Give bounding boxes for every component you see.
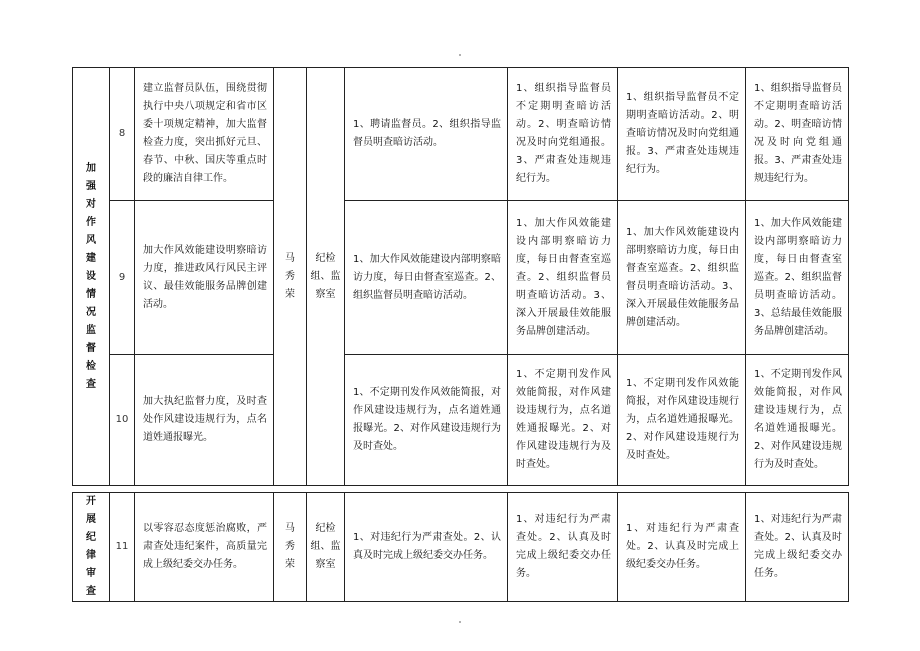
footer-dot	[459, 621, 461, 623]
responsible-dept: 纪检组、监察室	[310, 252, 341, 300]
measure-q1: 1、对违纪行为严肃查处。2、认真及时完成上级纪委交办任务。	[345, 493, 508, 602]
category-label: 加强对作风建设情况监督检查	[86, 162, 96, 390]
task-content: 加大作风效能建设明察暗访力度，推进政风行风民主评议、最佳效能服务品牌创建活动。	[135, 201, 274, 355]
work-plan-table	[72, 67, 849, 602]
section-gap	[73, 486, 849, 493]
measure-q3: 1、加大作风效能建设内部明察暗访力度，每日由督查室巡查。2、组织监督员明查暗访活动。3、深入开展最佳效能服务品牌创建活动。	[618, 201, 746, 355]
task-content: 建立监督员队伍，围绕贯彻执行中央八项规定和省市区委十项规定精神，加大监督检查力度，突出抓好元旦、春节、中秋、国庆等重点时段的廉洁自律工作。	[135, 68, 274, 201]
task-content: 加大执纪监督力度，及时查处作风建设违规行为，点名道姓通报曝光。	[135, 355, 274, 486]
category-cell	[73, 493, 110, 602]
responsible-dept: 纪检组、监察室	[310, 523, 341, 570]
responsible-dept-cell	[307, 493, 345, 602]
measure-q2: 1、组织指导监督员不定期明查暗访活动。2、明查暗访情况及时向党组通报。3、严肃查处违规违纪行为。	[508, 68, 618, 201]
measure-q4: 1、不定期刊发作风效能简报，对作风建设违规行为，点名道姓通报曝光。2、对作风建设违规行为及时查处。	[746, 355, 849, 486]
responsible-dept-cell	[307, 68, 345, 486]
table-row	[73, 68, 849, 201]
responsible-person: 马秀荣	[285, 252, 295, 300]
row-number: 9	[110, 201, 135, 355]
row-number: 11	[110, 493, 135, 602]
table-row	[73, 493, 849, 602]
measure-q2: 1、不定期刊发作风效能简报，对作风建设违规行为，点名道姓通报曝光。2、对作风建设违规行为及时查处。	[508, 355, 618, 486]
table-row	[73, 201, 849, 355]
measure-q1: 1、不定期刊发作风效能简报，对作风建设违规行为，点名道姓通报曝光。2、对作风建设违规行为及时查处。	[345, 355, 508, 486]
measure-q1: 1、加大作风效能建设内部明察暗访力度，每日由督查室巡查。2、组织监督员明查暗访活动。	[345, 201, 508, 355]
measure-q4: 1、加大作风效能建设内部明察暗访力度，每日由督查室巡查。2、组织监督员明查暗访活动。3、总结最佳效能服务品牌创建活动。	[746, 201, 849, 355]
responsible-person-cell	[274, 493, 307, 602]
table-row	[73, 355, 849, 486]
measure-q1: 1、聘请监督员。2、组织指导监督员明查暗访活动。	[345, 68, 508, 201]
measure-q2: 1、对违纪行为严肃查处。2、认真及时完成上级纪委交办任务。	[508, 493, 618, 602]
measure-q3: 1、对违纪行为严肃查处。2、认真及时完成上级纪委交办任务。	[618, 493, 746, 602]
section-gap-cell	[73, 486, 849, 493]
row-number: 10	[110, 355, 135, 486]
measure-q2: 1、加大作风效能建设内部明察暗访力度，每日由督查室巡查。2、组织监督员明查暗访活动。3、深入开展最佳效能服务品牌创建活动。	[508, 201, 618, 355]
row-number: 8	[110, 68, 135, 201]
category-cell	[73, 68, 110, 486]
measure-q3: 1、组织指导监督员不定期明查暗访活动。2、明查暗访情况及时向党组通报。3、严肃查处违规违纪行为。	[618, 68, 746, 201]
category-label: 开展纪律审查	[86, 496, 96, 597]
responsible-person-cell	[274, 68, 307, 486]
measure-q4: 1、组织指导监督员不定期明查暗访活动。2、明查暗访情况及时向党组通报。3、严肃查处违规违纪行为。	[746, 68, 849, 201]
header-dot	[459, 54, 461, 56]
measure-q4: 1、对违纪行为严肃查处。2、认真及时完成上级纪委交办任务。	[746, 493, 849, 602]
task-content: 以零容忍态度惩治腐败，严肃查处违纪案件，高质量完成上级纪委交办任务。	[135, 493, 274, 602]
measure-q3: 1、不定期刊发作风效能简报，对作风建设违规行为，点名道姓通报曝光。2、对作风建设违规行为及时查处。	[618, 355, 746, 486]
responsible-person: 马秀荣	[285, 523, 295, 570]
